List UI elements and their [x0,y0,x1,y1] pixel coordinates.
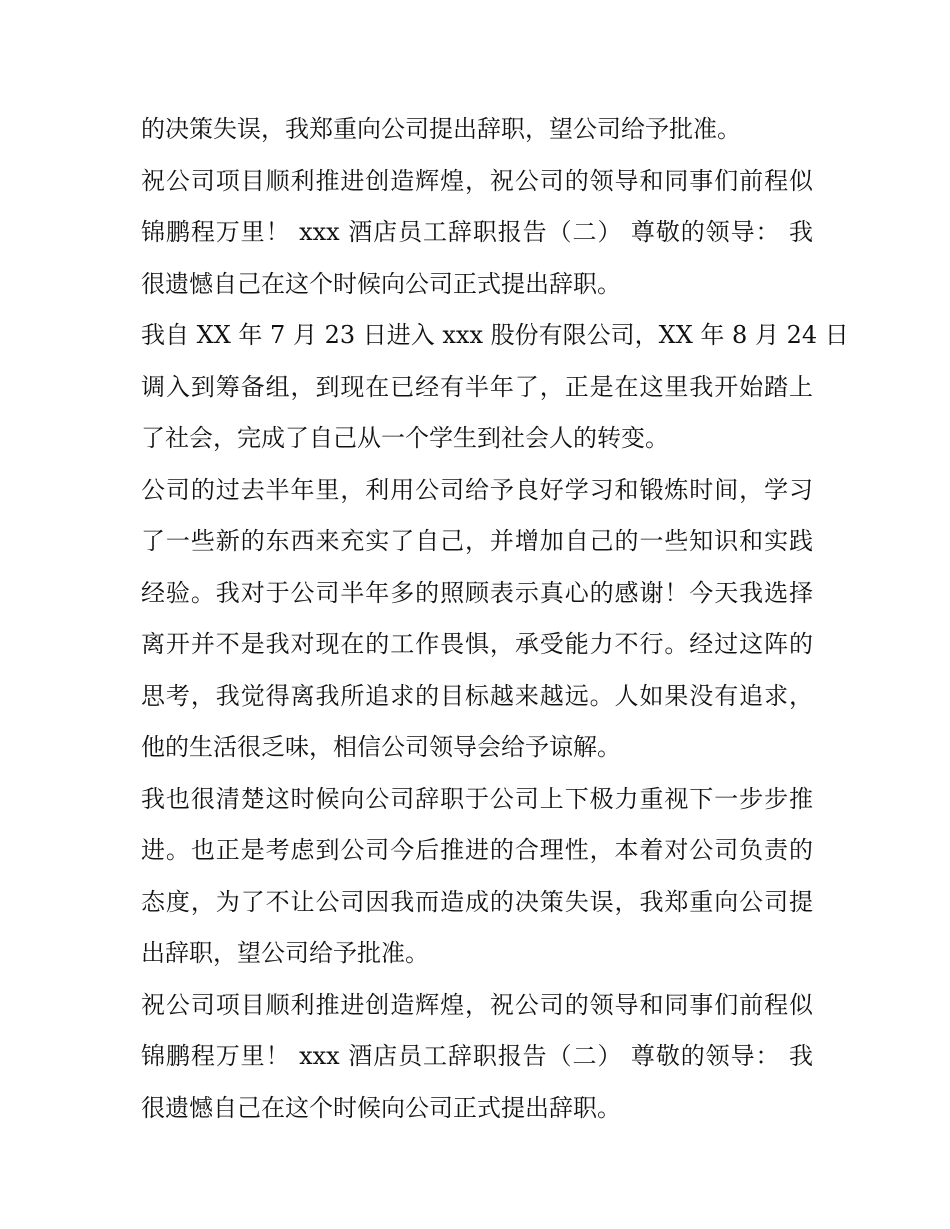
text-line: 公司的过去半年里，利用公司给予良好学习和锻炼时间，学习 [141,475,813,504]
text-line: 我也很清楚这时候向公司辞职于公司上下极力重视下一步步推 [141,784,813,813]
text-line: 我自 XX 年 7 月 23 日进入 xxx 股份有限公司，XX 年 8 月 24 日 [141,321,849,349]
text-line: 锦鹏程万里！ xxx 酒店员工辞职报告（二） 尊敬的领导： 我 [141,218,813,246]
text-line: 思考，我觉得离我所追求的目标越来越远。人如果没有追求， [141,681,813,710]
text-line: 进。也正是考虑到公司今后推进的合理性，本着对公司负责的 [141,836,813,864]
text-line: 态度，为了不让公司因我而造成的决策失误，我郑重向公司提 [141,887,813,916]
text-line: 的决策失误，我郑重向公司提出辞职，望公司给予批准。 [141,115,741,143]
text-line: 经验。我对于公司半年多的照顾表示真心的感谢！今天我选择 [141,578,813,607]
text-line: 他的生活很乏味，相信公司领导会给予谅解。 [141,733,621,761]
text-line: 锦鹏程万里！ xxx 酒店员工辞职报告（二） 尊敬的领导： 我 [141,1042,813,1070]
text-line: 祝公司项目顺利推进创造辉煌，祝公司的领导和同事们前程似 [141,166,813,195]
text-line: 了社会，完成了自己从一个学生到社会人的转变。 [141,424,669,452]
text-line: 离开并不是我对现在的工作畏惧，承受能力不行。经过这阵的 [141,630,813,658]
text-line: 调入到筹备组，到现在已经有半年了，正是在这里我开始踏上 [141,372,813,401]
text-line: 很遗憾自己在这个时候向公司正式提出辞职。 [141,1093,621,1122]
text-line: 了一些新的东西来充实了自己，并增加自己的一些知识和实践 [141,527,813,555]
text-line: 祝公司项目顺利推进创造辉煌，祝公司的领导和同事们前程似 [141,990,813,1019]
text-line: 很遗憾自己在这个时候向公司正式提出辞职。 [141,269,621,298]
text-line: 出辞职，望公司给予批准。 [141,939,429,967]
document-body [141,104,849,1134]
